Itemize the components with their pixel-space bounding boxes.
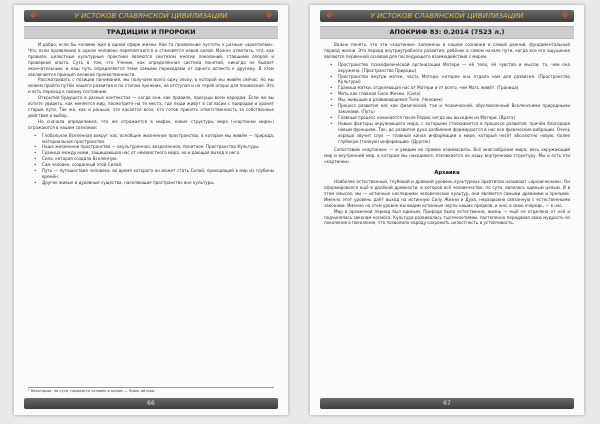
ornament-icon: ✥ — [561, 11, 569, 20]
list-item: • Другие живые и духовные существа, населяющие пространство вне культуры. — [38, 180, 274, 186]
left-page-footer — [24, 398, 278, 409]
paragraph: Рассматривать с позиции понимания, мы получаем всего одну эпоху, в которой мы живём сейчас. Но мы можем пройти путём нашего развития и по стопам прежних, не отступая и не теряя опоры для понимания. Это и есть переход к новому состоянию. — [28, 77, 274, 95]
paragraph: Но сначала определимся, что же отражается в мифах, какие структуры мира («картинки мира») отражаются в нашем сознании: — [28, 118, 274, 130]
right-page — [310, 5, 584, 415]
section-title: АПОКРИФ 83: 0.2014 (7523 л.) — [320, 26, 574, 39]
right-page-footer — [320, 398, 574, 409]
left-page — [14, 5, 288, 415]
list-item: • Граница между ними, защищающая нас от неизвестного мира, но и дающая выход в него. — [38, 150, 274, 156]
list-item: • Главный процесс начинается после Родов, когда мы выходим из Матери. (Врата) — [334, 115, 570, 121]
list-item: • Сам человек, созданный этой Силой. — [38, 162, 274, 168]
list-item: • Пространство внутри матки, часть Матери, которое она отдала нам для развития. (Пространство Культуры) — [334, 74, 570, 86]
footnote: ¹ Некоторые, по сути, находятся человек в целом — Прим. автора. — [28, 387, 274, 394]
subheading: Архаика — [434, 170, 460, 177]
list-item: • Сила, которая создала Вселенную. — [38, 156, 274, 162]
list-item: • Мать как главная Сила Жизни. (Сила) — [334, 91, 570, 97]
paragraph: Открытия будущего в разных контекстах — когда они, как правило, присущи всем народам. Если же вы хотите увидеть, как меняется мир, посмотрите на те места, где люди живут в согласии с природой и хранят старые пути. Так же, как и раньше, это касается всех, кто готов принять ответственность за собственные действия и выбор. — [28, 95, 274, 118]
list-item: • Наше жизненное пространство — окультуренное, возделанное, понятное. Пространство Культуры. — [38, 144, 274, 150]
right-page-header — [320, 10, 574, 22]
page-number: 66 — [147, 400, 155, 407]
list-item: • Путь — путешествие человека, во время которого он может стать Силой, приходящей в мир из глубины времён. — [38, 168, 274, 180]
page-number: 67 — [443, 400, 451, 407]
list-item: • Процесс развития нас как физической, так и психической, обусловленный Вселенскими природными законами. (Путь) — [334, 103, 570, 115]
left-page-header — [24, 10, 278, 22]
ornament-icon: ✥ — [29, 11, 37, 20]
left-page-body — [28, 42, 274, 393]
bullet-list — [28, 133, 274, 186]
list-item: • Пространство психофизической организации Матери — её тело, её чувства и мысли, то, чем она окружена. (Пространство Природы) — [334, 62, 570, 74]
paragraph: Важно понять, что эти «картинки» заложены в нашем сознании в самый ранний, фундаментальный период жизни. Это период внутриутробного развития, ребёнок в самом начале пути, когда все его ощущения являются первичной основой для последующего взаимодействия с миром. — [324, 42, 570, 59]
list-item: • Глобальная Вселенная вокруг нас, всеобщее жизненное пространство, в котором мы живём — природа, материальное пространство. — [38, 133, 274, 145]
list-item: • Граница матки, отделяющая нас от Матери и от всего, чем Мать живёт. (Граница) — [334, 85, 570, 91]
running-title: У ИСТОКОВ СЛАВЯНСКОЙ ЦИВИЛИЗАЦИИ — [370, 12, 524, 20]
paragraph: Сопоставим «картинки» — и увидим их прямое взаимосвязь. Всё многообразие мира, весь окружающий мир и внутренний мир, в котором мы находимся, откликается на нашу внутреннюю структуру. Мы и есть эти «картинки». — [324, 147, 570, 165]
section-title: ТРАДИЦИИ И ПРОРОКИ — [24, 26, 278, 39]
ornament-icon: ✥ — [265, 11, 273, 20]
running-title: У ИСТОКОВ СЛАВЯНСКОЙ ЦИВИЛИЗАЦИИ — [74, 12, 228, 20]
list-item: • Мы, живущие в развивающемся Теле. (Человек) — [334, 97, 570, 103]
paragraph: Наиболее естественный, глубокий и древний уровень культурных архетипов называют «архаическим». Он сформировался ещё в далёкой древности, в которой всё человечество, по сути, являлось единым целым. И в этом смысле, мы — истинные наследники человеческих культур, они являются самыми древними и зрелыми. Именно этот уровень даёт выход на истинную Силу Жизни и Духа, неразрывно связанную с естественными законами. Именно на этом уровне мы видим истинные черты наших предков, и они, в свою очередь, — в нас. — [324, 179, 570, 208]
ornament-icon: ✥ — [325, 11, 333, 20]
paragraph: И добро, если бы человек жил в одной сфере жизни. Как то проявление пустоты к разным «архетипам». Что, если проявления в одном человеке переплетаются и становятся новой силой. Можно отметить, что, как правило, целостные культурные практики являются синтезом многих поколений, ставшими опорой и проверкой опыта. Суть в том, что Учение, как определённая система понятий, никогда не бывает окончательным, и наш путь определяется теми самыми переходами от одного аспекта к другому. В этом заключается принцип великой преемственности. — [28, 42, 274, 77]
bullet-list — [324, 62, 570, 145]
paragraph: Мир в архаичной период был единым. Природа была естественна, жизнь — ещё не отделена от неё и подчинялась законам космоса. Культура развивалась тысячелетиями, постепенно передавая свою мудрость из поколения в поколение, что позволило народу сохранить целостность и устойчивость. — [324, 208, 570, 226]
right-page-body — [324, 42, 570, 393]
list-item: • Новые факторы окружающего мира, с которыми сталкивается в процессе развития, причём благодаря новым функциям. Так, до развития духа разбиения формируются в нас все физические вибрации. Очень хорошо звучит слух — главный канал информации о мире, который несёт абсолютно новую, более глубокую (тонкую) информацию. (Другие) — [334, 121, 570, 145]
